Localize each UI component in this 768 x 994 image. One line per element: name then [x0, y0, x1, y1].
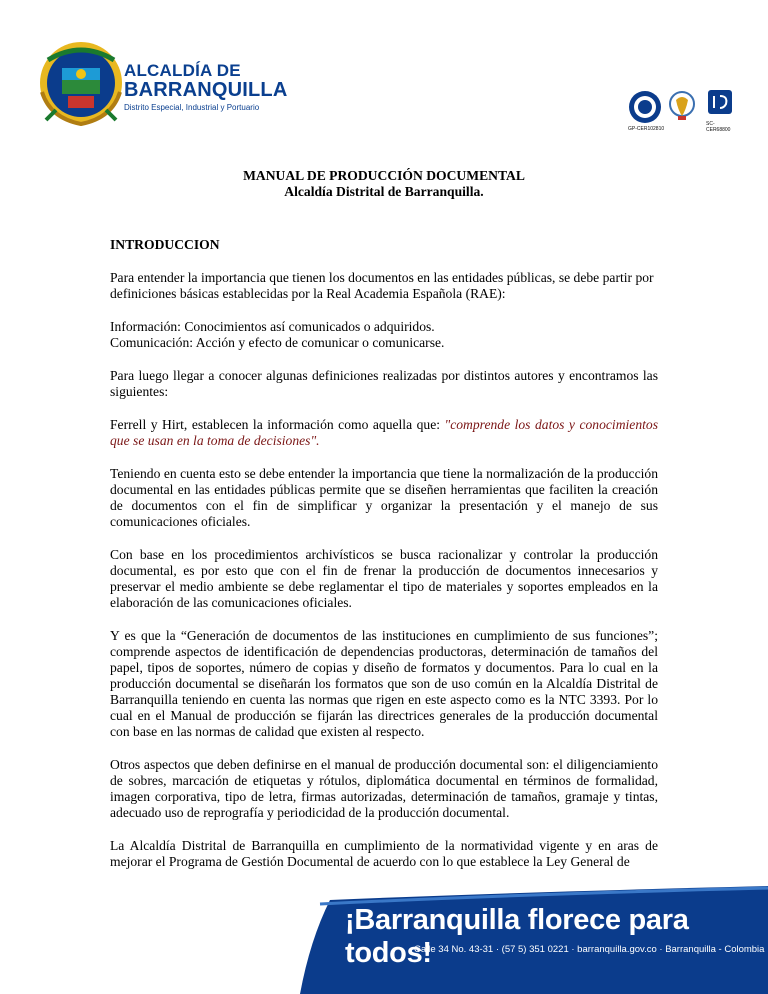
definition-comunicacion: Comunicación: Acción y efecto de comunicar o comunicarse. — [110, 335, 445, 350]
paragraph-1: Para entender la importancia que tienen los documentos en las entidades públicas, se debe partir por definiciones básicas establecidas por la Real Academia Española (RAE): — [110, 270, 654, 301]
paragraph-4: Teniendo en cuenta esto se debe entender la importancia que tiene la normalización de la producción documental en las entidades públicas permite que se diseñen herramientas que faciliten la creación de documentos con el fin de simplificar y organizar la presentación y el manejo de sus comunicaciones oficiales. — [110, 466, 658, 529]
iso-cert-icon — [628, 90, 662, 124]
definition-informacion: Información: Conocimientos así comunicados o adquiridos. — [110, 319, 435, 334]
document-title: MANUAL DE PRODUCCIÓN DOCUMENTAL — [243, 168, 525, 183]
brand-logo — [124, 62, 288, 112]
footer-contact: Calle 34 No. 43-31 · (57 5) 351 0221 · barranquilla.gov.co · Barranquilla - Colombia — [414, 944, 765, 955]
footer-slogan: ¡Barranquilla florece para todos! — [345, 904, 689, 969]
iso-cert-code: GP-CER102810 — [628, 126, 665, 132]
paragraph-7: Otros aspectos que deben definirse en el manual de producción documental son: el diligenciamiento de sobres, marcación de etiquetas y rótulos, diplomática documental en términos de formalidad, imagen corporativa, tipo de letra, firmas autorizadas, determinación de tamaños, gramaje y tintas, adecuado uso de reprografía y periodicidad de la producción documental. — [110, 757, 658, 820]
document-subtitle: Alcaldía Distrital de Barranquilla. — [284, 184, 484, 199]
paragraph-3 — [110, 417, 658, 449]
document-body — [110, 168, 658, 870]
city-seal-icon — [38, 40, 124, 126]
brand-tagline: Distrito Especial, Industrial y Portuario — [124, 103, 260, 112]
section-heading: INTRODUCCION — [110, 237, 220, 252]
brand-line-1: ALCALDÍA DE — [124, 61, 241, 80]
letterhead — [0, 0, 768, 150]
paragraph-2: Para luego llegar a conocer algunas definiciones realizadas por distintos autores y encontramos las siguientes: — [110, 368, 658, 399]
certification-logos — [628, 88, 736, 134]
iqnet-cert-code: SC-CER68800 — [706, 121, 731, 133]
paragraph-8: La Alcaldía Distrital de Barranquilla en cumplimiento de la normatividad vigente y en aras de mejorar el Programa de Gestión Documental de acuerdo con lo que establece la Ley General de — [110, 838, 658, 869]
paragraph-3-lead: Ferrell y Hirt, establecen la información como aquella que: — [110, 417, 445, 432]
paragraph-6: Y es que la “Generación de documentos de las instituciones en cumplimiento de sus funciones”; comprende aspectos de identificación de dependencias productoras, determinación de tamaños del papel, tipos de soportes, número de copias y diseño de formatos y documentos. Para lo cual en la producción documental se diseñarán los formatos que son de uso común en la Alcaldía Distrital de Barranquilla teniendo en cuenta las normas que rigen en este aspecto como es la NTC 3393. Por lo cual en el Manual de producción se fijarán las directrices generales de la producción documental con base en las normas de calidad que existen al respecto. — [110, 628, 658, 739]
paragraph-5: Con base en los procedimientos archivísticos se busca racionalizar y controlar la producción documental, es por esto que con el fin de frenar la producción de documentos innecesarios y preservar el medio ambiente se debe reglamentar el tipo de materiales y soportes empleados en la elaboración de las comunicaciones oficiales. — [110, 547, 658, 610]
iqnet-cert-icon — [706, 88, 734, 118]
paragraph-3-quote: "comprende los datos y conocimientos que se usan en la toma de decisiones". — [110, 417, 658, 448]
title-block — [110, 168, 658, 200]
brand-line-2: BARRANQUILLA — [124, 79, 288, 101]
colombia-cert-icon — [668, 90, 696, 122]
